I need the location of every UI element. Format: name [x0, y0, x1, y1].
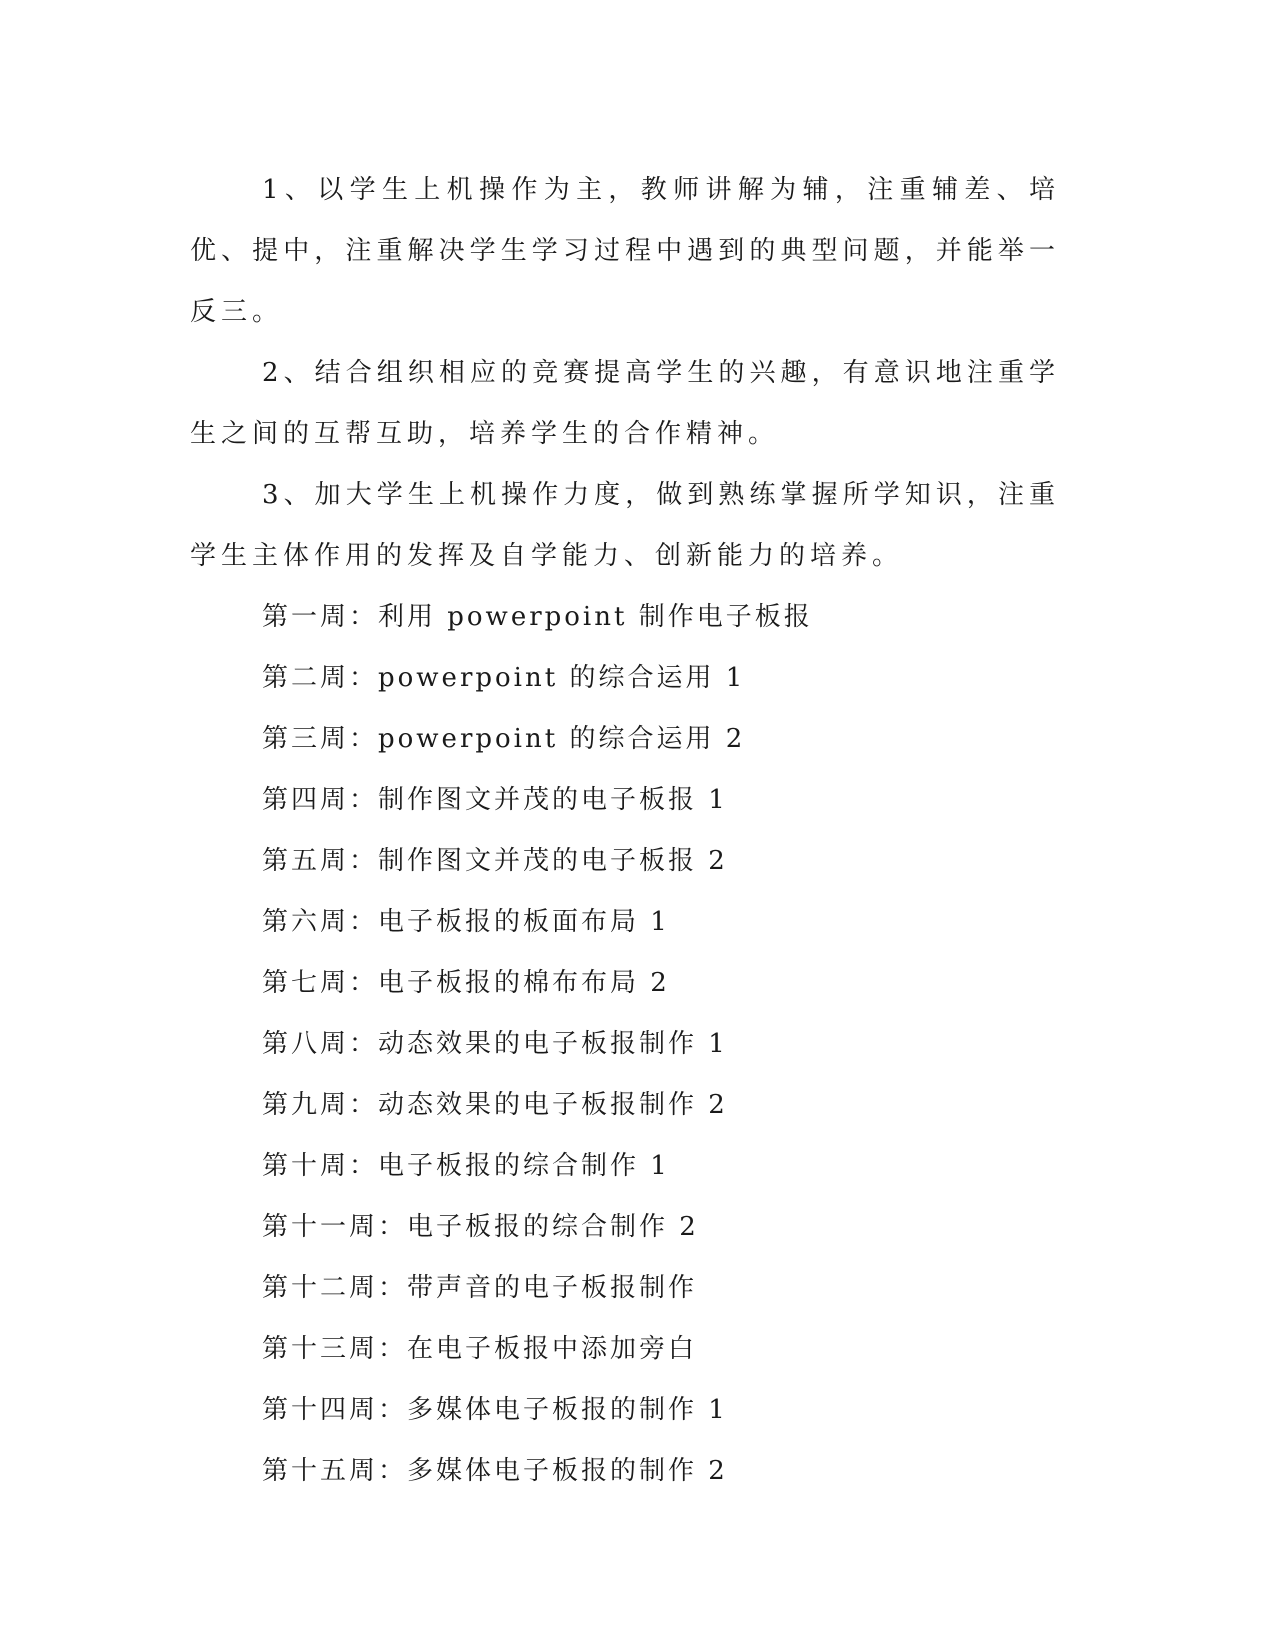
- week-item: 第十一周：电子板报的综合制作 2: [262, 1212, 699, 1242]
- week-item: 第八周：动态效果的电子板报制作 1: [262, 1029, 728, 1059]
- week-item: 第六周：电子板报的板面布局 1: [262, 907, 670, 937]
- week-item: 第九周：动态效果的电子板报制作 2: [262, 1090, 728, 1120]
- paragraph-2: 2、结合组织相应的竞赛提高学生的兴趣，有意识地注重学生之间的互帮互助，培养学生的合作精神。: [190, 358, 1060, 449]
- paragraph-3: 3、加大学生上机操作力度，做到熟练掌握所学知识，注重学生主体作用的发挥及自学能力、创新能力的培养。: [190, 480, 1060, 571]
- weekly-schedule-list: [190, 587, 1060, 1502]
- week-item: 第十二周：带声音的电子板报制作: [262, 1273, 698, 1303]
- week-item: 第十四周：多媒体电子板报的制作 1: [262, 1395, 728, 1425]
- week-item: 第三周：powerpoint 的综合运用 2: [262, 724, 746, 754]
- paragraph-1: 1、以学生上机操作为主，教师讲解为辅，注重辅差、培优、提中，注重解决学生学习过程中遇到的典型问题，并能举一反三。: [190, 175, 1060, 327]
- week-item: 第五周：制作图文并茂的电子板报 2: [262, 846, 728, 876]
- week-item: 第十五周：多媒体电子板报的制作 2: [262, 1456, 728, 1486]
- week-item: 第一周：利用 powerpoint 制作电子板报: [262, 602, 813, 632]
- week-item: 第七周：电子板报的棉布布局 2: [262, 968, 670, 998]
- week-item: 第十三周：在电子板报中添加旁白: [262, 1334, 698, 1364]
- week-item: 第十周：电子板报的综合制作 1: [262, 1151, 670, 1181]
- document-body: [190, 160, 1060, 1502]
- week-item: 第二周：powerpoint 的综合运用 1: [262, 663, 746, 693]
- week-item: 第四周：制作图文并茂的电子板报 1: [262, 785, 728, 815]
